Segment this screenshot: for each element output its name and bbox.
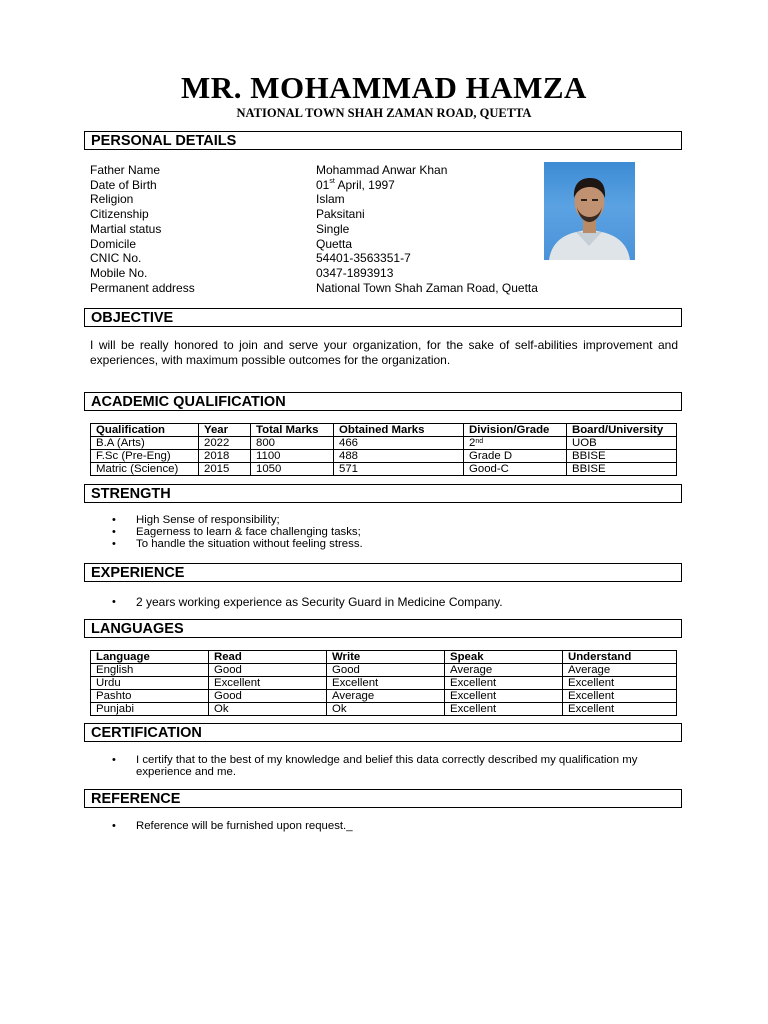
- lang-col-speak: Speak: [445, 651, 563, 664]
- personal-label: Religion: [90, 192, 134, 207]
- table-cell: Good: [327, 664, 445, 677]
- certification-list: [112, 754, 678, 778]
- table-cell: Ok: [327, 703, 445, 716]
- table-row: [91, 437, 677, 450]
- academic-col-obtained: Obtained Marks: [334, 424, 464, 437]
- table-cell: 1100: [251, 450, 334, 463]
- table-cell: Good: [209, 690, 327, 703]
- table-row: [91, 463, 677, 476]
- personal-row: [90, 281, 538, 296]
- lang-col-understand: Understand: [563, 651, 677, 664]
- table-cell: Excellent: [327, 677, 445, 690]
- table-cell: Excellent: [445, 703, 563, 716]
- list-item: • I certify that to the best of my knowledge and belief this data correctly described my qualification my experience and me.: [112, 754, 678, 778]
- personal-row: [90, 192, 538, 207]
- table-cell: Ok: [209, 703, 327, 716]
- section-heading-certification: CERTIFICATION: [84, 723, 682, 742]
- personal-row: [90, 266, 538, 281]
- table-cell: 2nd: [464, 437, 567, 450]
- personal-label: Domicile: [90, 236, 137, 251]
- personal-value: Paksitani: [316, 207, 365, 222]
- academic-col-board: Board/University: [567, 424, 677, 437]
- table-cell: Excellent: [209, 677, 327, 690]
- table-cell: Average: [563, 664, 677, 677]
- personal-details-list: [90, 163, 538, 295]
- table-cell: 800: [251, 437, 334, 450]
- personal-row: [90, 237, 538, 252]
- section-heading-strength: STRENGTH: [84, 484, 682, 503]
- academic-col-total: Total Marks: [251, 424, 334, 437]
- dob-rest: April, 1997: [334, 177, 395, 192]
- table-row: [91, 690, 677, 703]
- table-row: [91, 450, 677, 463]
- table-cell: BBISE: [567, 463, 677, 476]
- list-item: • Reference will be furnished upon request._: [112, 820, 353, 832]
- table-cell: Pashto: [91, 690, 209, 703]
- table-cell: 2015: [199, 463, 251, 476]
- personal-label: Permanent address: [90, 280, 195, 295]
- profile-photo: [544, 162, 635, 260]
- table-cell: BBISE: [567, 450, 677, 463]
- personal-label: Mobile No.: [90, 265, 148, 280]
- table-cell: Excellent: [445, 677, 563, 690]
- section-heading-languages: LANGUAGES: [84, 619, 682, 638]
- table-cell: 1050: [251, 463, 334, 476]
- dob-day: 01: [316, 177, 330, 192]
- personal-value: Islam: [316, 192, 345, 207]
- personal-value: Mohammad Anwar Khan: [316, 163, 448, 177]
- personal-label: Father Name: [90, 163, 161, 177]
- academic-col-division: Division/Grade: [464, 424, 567, 437]
- table-row: [91, 664, 677, 677]
- table-cell: Average: [445, 664, 563, 677]
- lang-col-write: Write: [327, 651, 445, 664]
- personal-value: [316, 178, 395, 193]
- table-cell: UOB: [567, 437, 677, 450]
- table-cell: Excellent: [563, 703, 677, 716]
- section-heading-experience: EXPERIENCE: [84, 563, 682, 582]
- lang-col-read: Read: [209, 651, 327, 664]
- candidate-name: MR. MOHAMMAD HAMZA: [181, 70, 587, 105]
- personal-row: [90, 163, 538, 178]
- table-cell: Good-C: [464, 463, 567, 476]
- personal-value: 0347-1893913: [316, 265, 394, 280]
- table-cell: 2018: [199, 450, 251, 463]
- reference-list: [112, 820, 353, 832]
- table-cell: Punjabi: [91, 703, 209, 716]
- languages-header-row: [91, 651, 677, 664]
- personal-value: Single: [316, 221, 350, 236]
- languages-table: [90, 650, 677, 716]
- table-cell: Excellent: [563, 677, 677, 690]
- personal-value: 54401-3563351-7: [316, 251, 411, 266]
- list-item: • Eagerness to learn & face challenging tasks;: [112, 526, 363, 538]
- list-item: • To handle the situation without feeling stress.: [112, 538, 363, 550]
- personal-label: CNIC No.: [90, 251, 142, 266]
- table-cell: 571: [334, 463, 464, 476]
- table-cell: Matric (Science): [91, 463, 199, 476]
- candidate-address: NATIONAL TOWN SHAH ZAMAN ROAD, QUETTA: [236, 106, 532, 120]
- personal-label: Martial status: [90, 221, 162, 236]
- section-heading-objective: OBJECTIVE: [84, 308, 682, 327]
- personal-label: Date of Birth: [90, 177, 157, 192]
- table-cell: B.A (Arts): [91, 437, 199, 450]
- personal-row: [90, 222, 538, 237]
- objective-text: I will be really honored to join and serve your organization, for the sake of self-abilities improvement and experiences, with maximum possible outcomes for the organization.: [90, 338, 678, 367]
- table-cell: 2022: [199, 437, 251, 450]
- table-cell: English: [91, 664, 209, 677]
- personal-row: [90, 207, 538, 222]
- profile-photo-portrait: [544, 162, 635, 260]
- academic-table: [90, 423, 677, 476]
- table-cell: Grade D: [464, 450, 567, 463]
- section-heading-academic: ACADEMIC QUALIFICATION: [84, 392, 682, 411]
- experience-list: [112, 595, 503, 609]
- dob-ordinal: st: [329, 177, 335, 185]
- personal-row: [90, 178, 538, 193]
- table-cell: 466: [334, 437, 464, 450]
- academic-col-year: Year: [199, 424, 251, 437]
- personal-label: Citizenship: [90, 207, 149, 222]
- list-item: • 2 years working experience as Security Guard in Medicine Company.: [112, 595, 503, 609]
- table-cell: Good: [209, 664, 327, 677]
- table-cell: Excellent: [563, 690, 677, 703]
- academic-header-row: [91, 424, 677, 437]
- personal-value: National Town Shah Zaman Road, Quetta: [316, 280, 538, 295]
- section-heading-personal-details: PERSONAL DETAILS: [84, 131, 682, 150]
- table-cell: 488: [334, 450, 464, 463]
- strength-list: [112, 514, 363, 550]
- table-row: [91, 703, 677, 716]
- academic-col-qualification: Qualification: [91, 424, 199, 437]
- table-cell: Urdu: [91, 677, 209, 690]
- personal-value: Quetta: [316, 236, 353, 251]
- table-row: [91, 677, 677, 690]
- table-cell: F.Sc (Pre-Eng): [91, 450, 199, 463]
- personal-row: [90, 251, 538, 266]
- table-cell: Excellent: [445, 690, 563, 703]
- list-item: • High Sense of responsibility;: [112, 514, 363, 526]
- lang-col-language: Language: [91, 651, 209, 664]
- table-cell: Average: [327, 690, 445, 703]
- section-heading-reference: REFERENCE: [84, 789, 682, 808]
